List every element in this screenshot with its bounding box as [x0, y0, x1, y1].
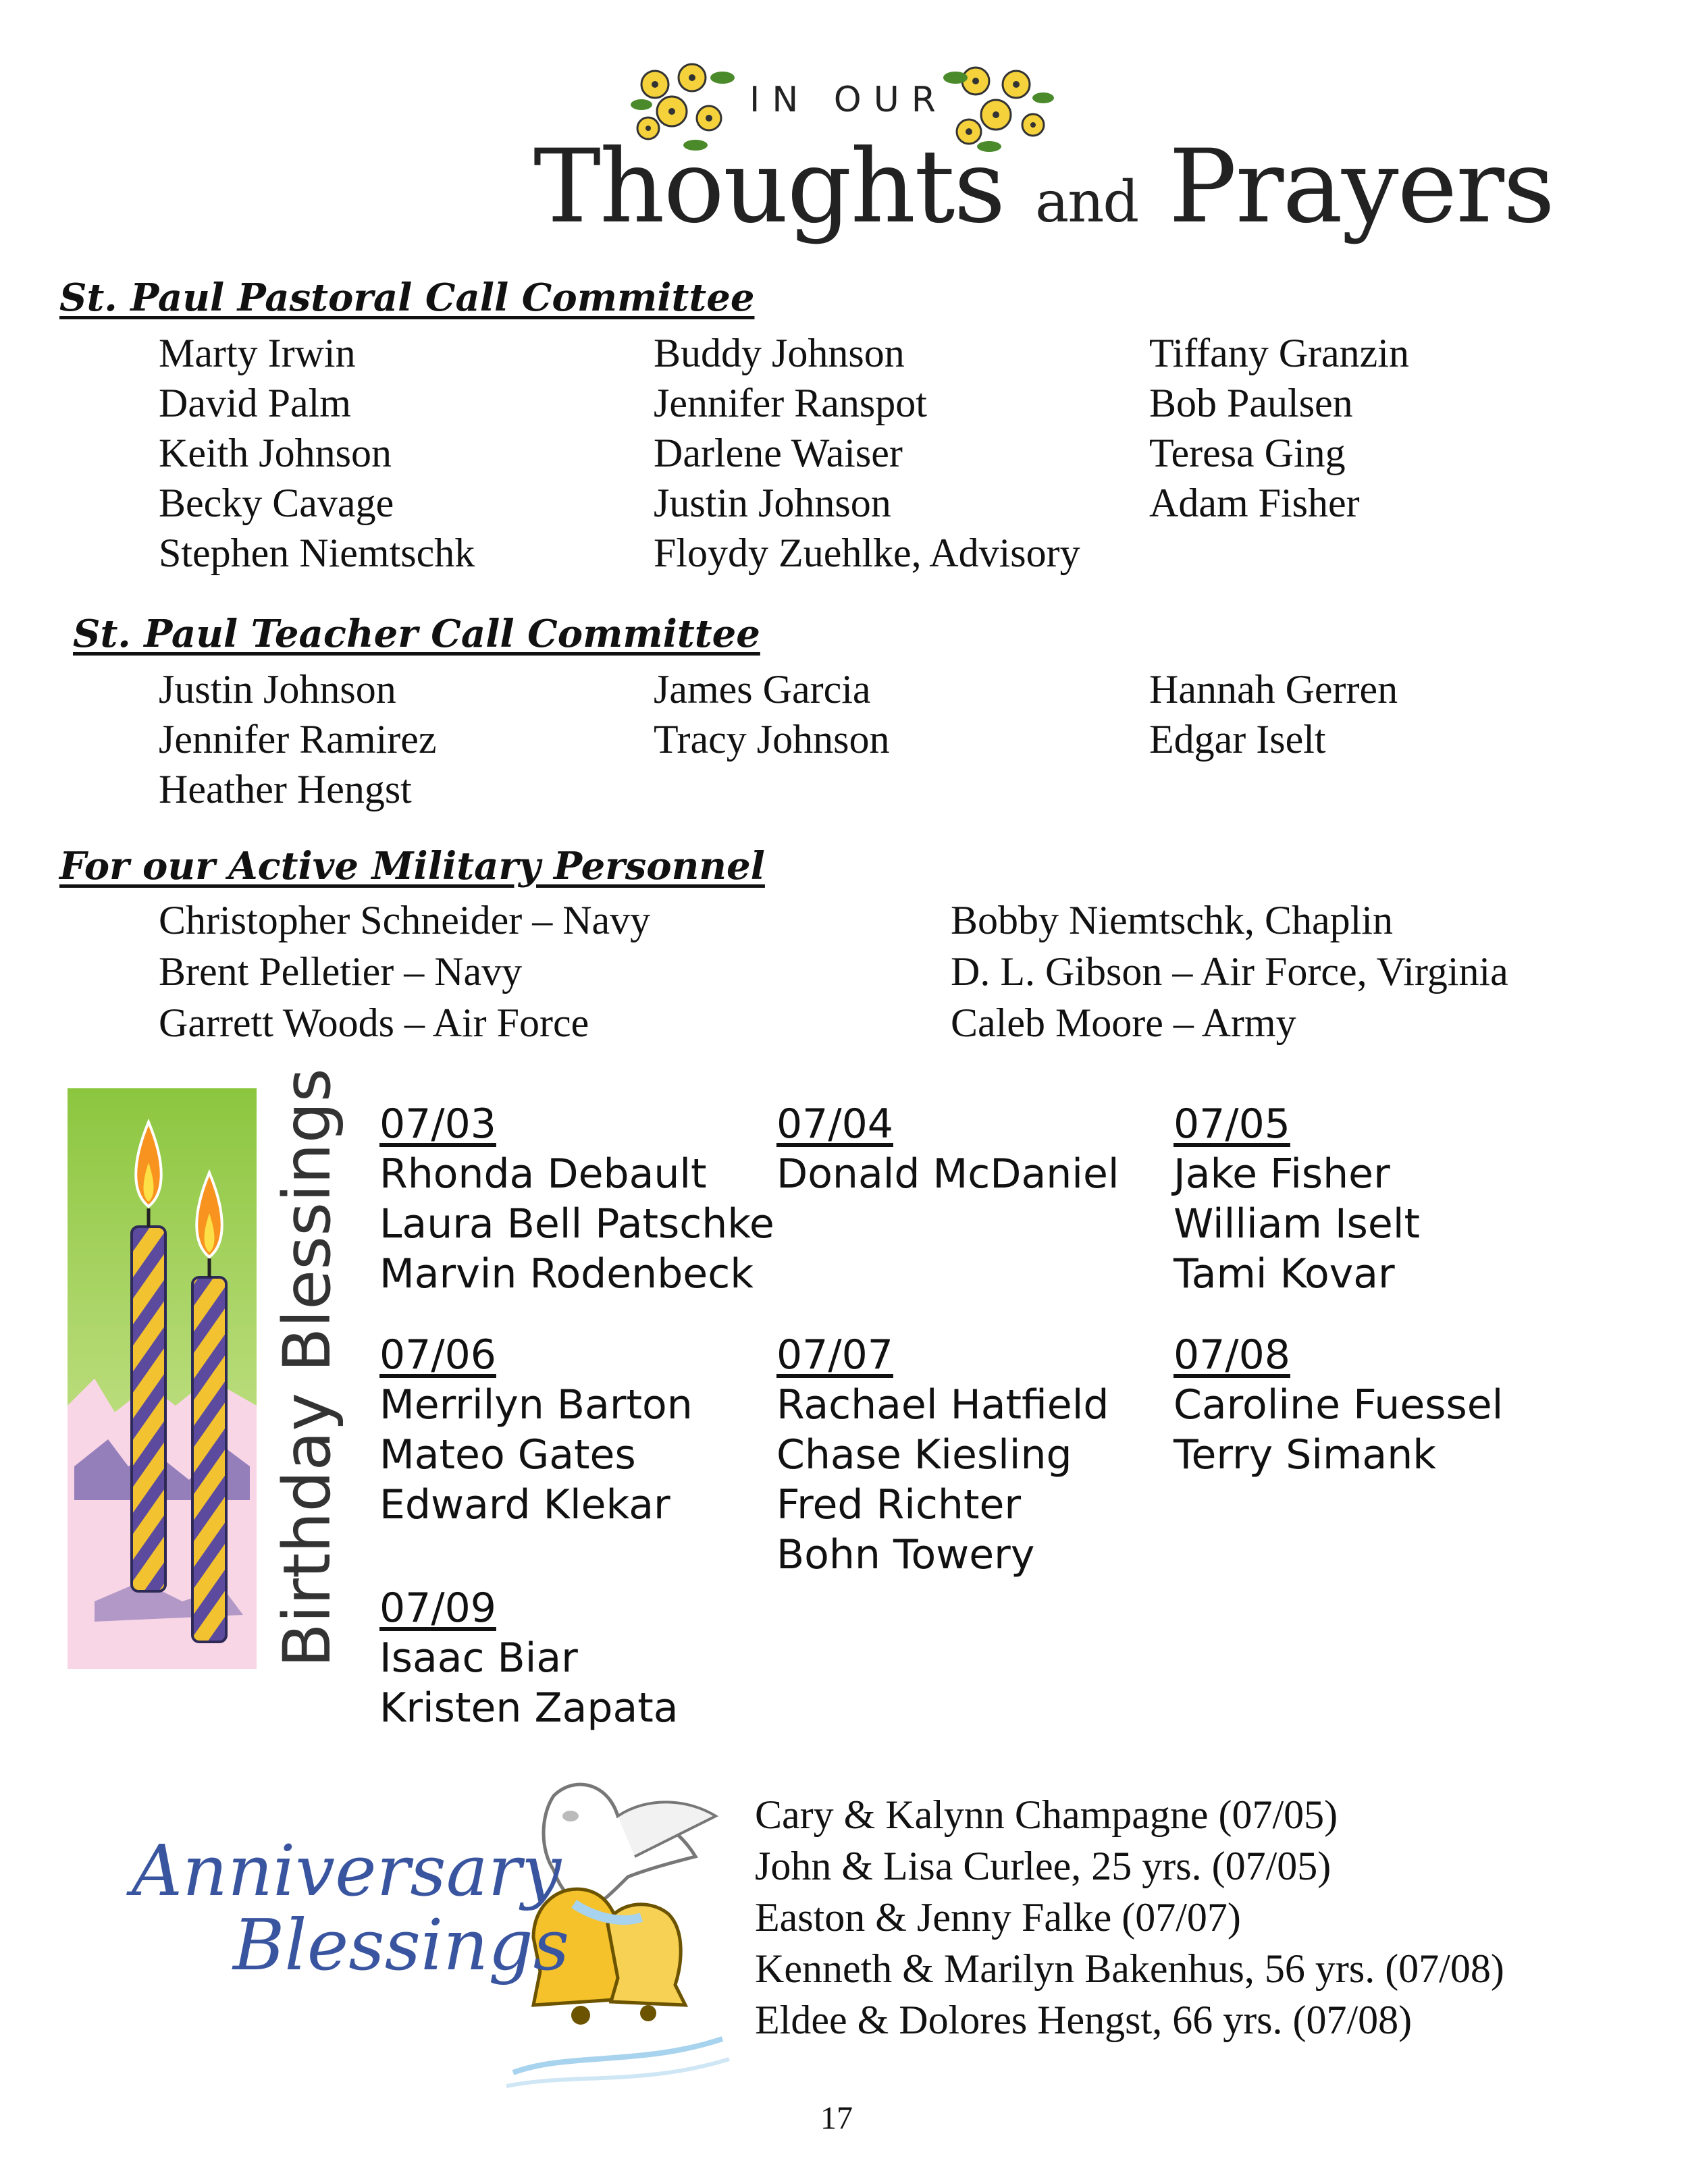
list-item: Tiffany Granzin	[1149, 331, 1409, 375]
birthday-group-0706	[379, 1330, 693, 1530]
list-item: Stephen Niemtschk	[159, 531, 475, 575]
list-item: Keith Johnson	[159, 431, 392, 475]
birthday-date: 07/05	[1173, 1100, 1290, 1148]
list-item: Caroline Fuessel	[1173, 1381, 1504, 1429]
pastoral-heading: St. Paul Pastoral Call Committee	[59, 275, 755, 320]
list-item: Christopher Schneider – Navy	[159, 898, 651, 942]
list-item: Buddy Johnson	[654, 331, 905, 375]
list-item: Heather Hengst	[159, 767, 412, 811]
list-item: Brent Pelletier – Navy	[159, 949, 523, 994]
list-item: John & Lisa Curlee, 25 yrs. (07/05)	[755, 1844, 1331, 1888]
teacher-col-3	[1149, 664, 1398, 764]
birthday-candles-icon	[68, 1088, 257, 1669]
anniversary-title-1: Anniversary	[132, 1830, 562, 1912]
list-item: Eldee & Dolores Hengst, 66 yrs. (07/08)	[755, 1998, 1413, 2042]
header-title	[533, 128, 1554, 246]
list-item: Bohn Towery	[776, 1531, 1035, 1578]
birthday-date: 07/07	[776, 1331, 893, 1379]
birthday-group-0704	[776, 1099, 1119, 1199]
birthday-group-0707	[776, 1330, 1109, 1580]
header-and: and	[1035, 169, 1138, 235]
list-item: Hannah Gerren	[1149, 667, 1398, 712]
anniversary-title-2: Blessings	[233, 1904, 570, 1986]
teacher-heading: St. Paul Teacher Call Committee	[73, 612, 760, 656]
list-item: Bobby Niemtschk, Chaplin	[951, 898, 1393, 942]
list-item: Kristen Zapata	[379, 1684, 679, 1732]
birthday-date: 07/08	[1173, 1331, 1290, 1379]
birthday-date: 07/09	[379, 1584, 496, 1632]
birthday-group-0703	[379, 1099, 774, 1299]
birthday-banner-text: Birthday Blessings	[269, 1068, 345, 1668]
list-item: Tracy Johnson	[654, 717, 890, 762]
list-item: Bob Paulsen	[1149, 381, 1353, 425]
list-item: Merrilyn Barton	[379, 1381, 693, 1429]
list-item: Edgar Iselt	[1149, 717, 1326, 762]
pastoral-col-3	[1149, 328, 1409, 528]
anniversary-list	[755, 1789, 1504, 2046]
list-item: James Garcia	[654, 667, 871, 712]
page-number: 17	[820, 2100, 853, 2136]
list-item: Terry Simank	[1173, 1431, 1436, 1479]
birthday-date: 07/04	[776, 1100, 893, 1148]
list-item: Cary & Kalynn Champagne (07/05)	[755, 1792, 1338, 1837]
list-item: Mateo Gates	[379, 1431, 636, 1479]
list-item: Teresa Ging	[1149, 431, 1346, 475]
military-col-2	[951, 895, 1508, 1048]
list-item: William Iselt	[1173, 1200, 1421, 1248]
birthday-group-0705	[1173, 1099, 1420, 1299]
list-item: Marty Irwin	[159, 331, 356, 375]
list-item: Laura Bell Patschke	[379, 1200, 774, 1248]
birthday-date: 07/03	[379, 1100, 496, 1148]
military-col-1	[159, 895, 650, 1048]
list-item: Jake Fisher	[1173, 1150, 1390, 1198]
list-item: Isaac Biar	[379, 1634, 578, 1682]
list-item: Justin Johnson	[654, 481, 891, 525]
military-heading: For our Active Military Personnel	[59, 844, 765, 888]
list-item: Caleb Moore – Army	[951, 1001, 1296, 1045]
list-item: Tami Kovar	[1173, 1250, 1395, 1298]
list-item: Chase Kiesling	[776, 1431, 1072, 1479]
birthday-banner	[269, 1068, 345, 1668]
list-item: Jennifer Ranspot	[654, 381, 927, 425]
header-thoughts: Thoughts	[533, 128, 1005, 246]
birthday-date: 07/06	[379, 1331, 496, 1379]
list-item: D. L. Gibson – Air Force, Virginia	[951, 949, 1508, 994]
teacher-col-1	[159, 664, 436, 814]
list-item: Edward Klekar	[379, 1481, 670, 1528]
list-item: Adam Fisher	[1149, 481, 1360, 525]
list-item: Justin Johnson	[159, 667, 396, 712]
header-prayers: Prayers	[1168, 128, 1554, 246]
list-item: Marvin Rodenbeck	[379, 1250, 754, 1298]
list-item: Garrett Woods – Air Force	[159, 1001, 589, 1045]
teacher-col-2	[654, 664, 889, 764]
birthday-group-0709	[379, 1583, 679, 1733]
pastoral-col-1	[159, 328, 475, 578]
list-item: David Palm	[159, 381, 351, 425]
list-item: Kenneth & Marilyn Bakenhus, 56 yrs. (07/08)	[755, 1946, 1504, 1991]
list-item: Donald McDaniel	[776, 1150, 1119, 1198]
birthday-group-0708	[1173, 1330, 1503, 1480]
list-item: Rhonda Debault	[379, 1150, 707, 1198]
list-item: Floydy Zuehlke, Advisory	[654, 531, 1080, 575]
header-in-our: IN OUR	[749, 80, 948, 120]
pastoral-col-2	[654, 328, 1080, 578]
list-item: Rachael Hatfield	[776, 1381, 1109, 1429]
list-item: Jennifer Ramirez	[159, 717, 437, 762]
list-item: Easton & Jenny Falke (07/07)	[755, 1895, 1241, 1940]
list-item: Fred Richter	[776, 1481, 1022, 1528]
list-item: Becky Cavage	[159, 481, 394, 525]
list-item: Darlene Waiser	[654, 431, 903, 475]
